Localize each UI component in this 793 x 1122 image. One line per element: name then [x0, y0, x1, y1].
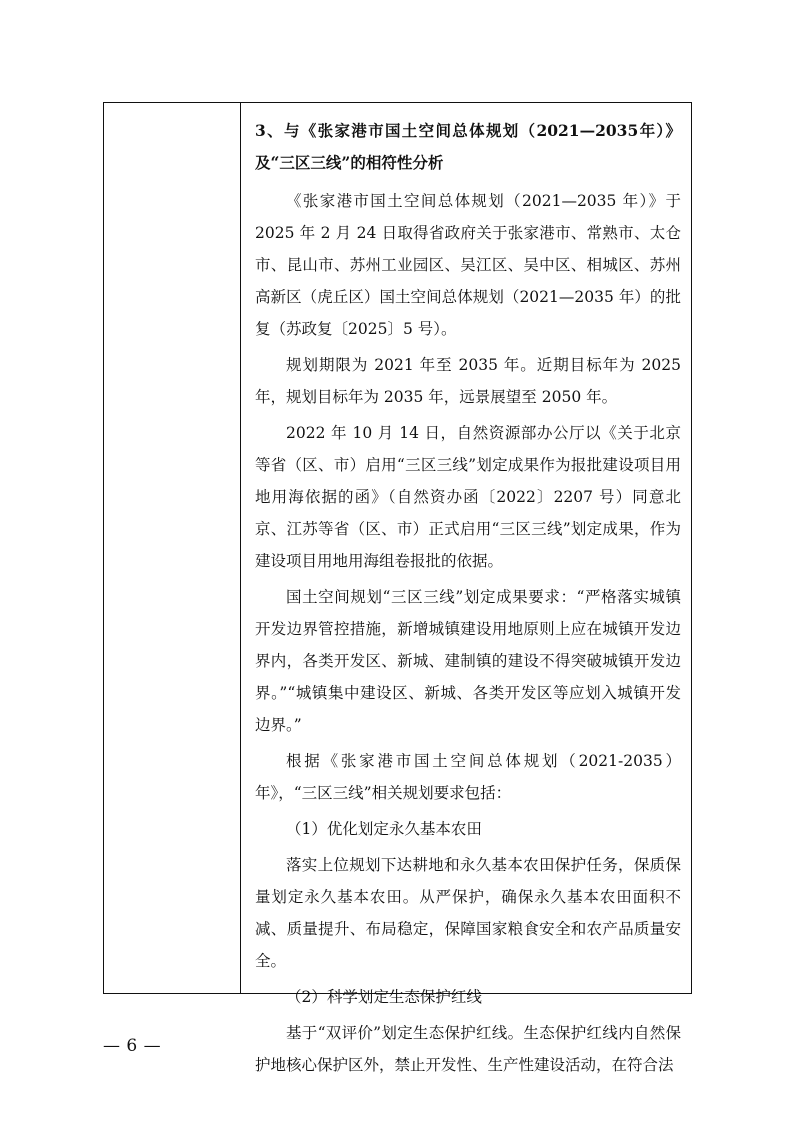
paragraph-ecological-redline: 基于“双评价”划定生态保护红线。生态保护红线内自然保护地核心保护区外，禁止开发性、生产性建设活动，在符合法: [255, 1024, 681, 1074]
paragraph-plan-requirements-intro: 根据《张家港市国土空间总体规划（2021-2035）年》，“三区三线”相关规划要求包括：: [255, 752, 681, 802]
subheading-ecological-redline: （2）科学划定生态保护红线: [286, 988, 482, 1006]
table-left-cell: [104, 103, 241, 993]
subheading-farmland: （1）优化划定永久基本农田: [286, 820, 482, 838]
page-number: — 6 —: [103, 1036, 162, 1056]
paragraph-plan-approval: 《张家港市国土空间总体规划（2021—2035 年）》于 2025 年 2 月 24 日取得省政府关于张家港市、常熟市、太仓市、昆山市、苏州工业园区、吴江区、吴中区、相城区、苏州高新区（虎丘区）国土空间总体规划（2021—2035 年）的批复（苏政复〔2025〕5 号）。: [255, 192, 681, 338]
paragraph-farmland: 落实上位规划下达耕地和永久基本农田保护任务，保质保量划定永久基本农田。从严保护，确保永久基本农田面积不减、质量提升、布局稳定，保障国家粮食安全和农产品质量安全。: [255, 856, 681, 970]
section-heading: 3、与《张家港市国土空间总体规划（2021—2035年）》及“三区三线”的相符性分析: [255, 121, 681, 172]
form-table: [103, 102, 692, 1074]
paragraph-three-zones-notice: 2022 年 10 月 14 日，自然资源部办公厅以《关于北京等省（区、市）启用“三区三线”划定成果作为报批建设项目用地用海依据的函》（自然资办函〔2022〕2207 号）同意北京、江苏等省（区、市）正式启用“三区三线”划定成果，作为建设项目用地用海组卷报批的依据。: [255, 424, 681, 570]
paragraph-three-zones-requirements: 国土空间规划“三区三线”划定成果要求：“严格落实城镇开发边界管控措施，新增城镇建设用地原则上应在城镇开发边界内，各类开发区、新城、建制镇的建设不得突破城镇开发边界。”“城镇集中建设区、新城、各类开发区等应划入城镇开发边界。”: [255, 588, 681, 734]
paragraph-plan-period: 规划期限为 2021 年至 2035 年。近期目标年为 2025 年，规划目标年为 2035 年，远景展望至 2050 年。: [255, 356, 681, 406]
table-content-cell: [241, 103, 691, 1074]
